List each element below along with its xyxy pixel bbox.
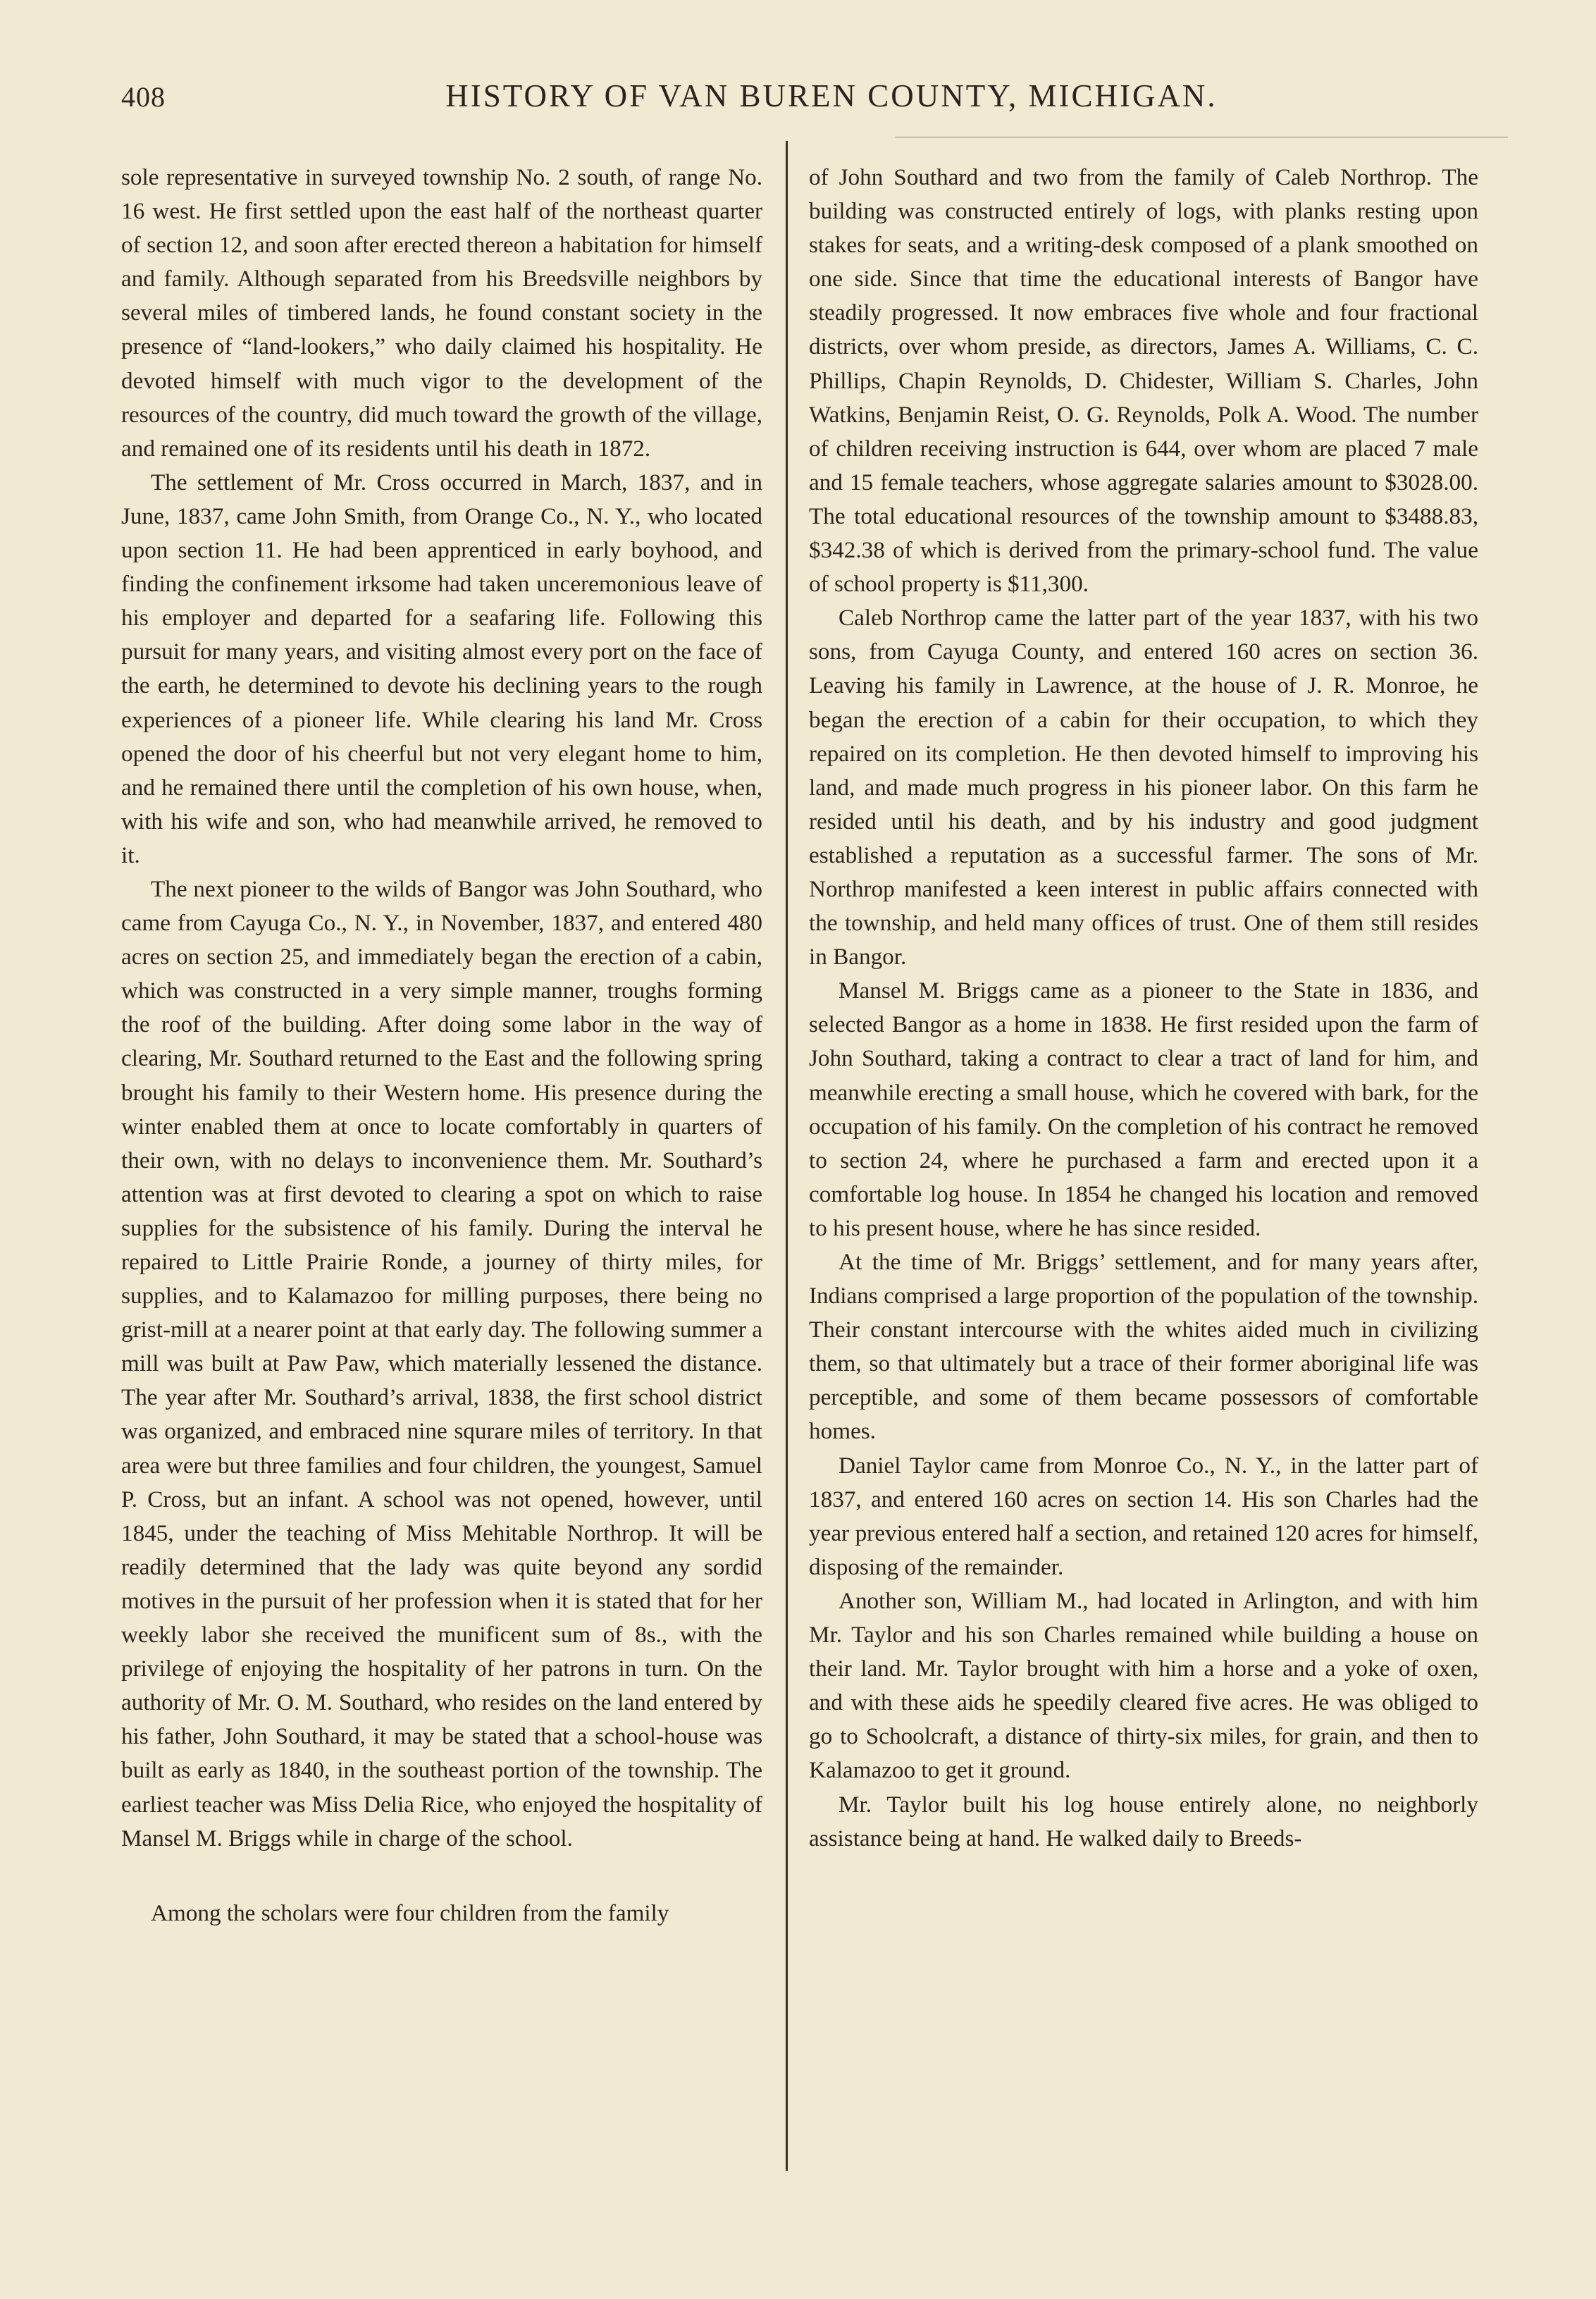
running-title: HISTORY OF VAN BUREN COUNTY, MICHIGAN. <box>445 78 1218 113</box>
paragraph: The settlement of Mr. Cross occurred in March, 1837, and in June, 1837, came John Smith, from Orange Co., N. Y., who located upon section 11. He had been apprenticed in early boyhood, and finding the confinement irksome had taken unceremonious leave of his employer and departed for a seafaring life. Following this pursuit for many years, and visiting almost every port on the face of the earth, he determined to devote his declining years to the rough experiences of a pioneer life. While clearing his land Mr. Cross opened the door of his cheerful but not very elegant home to him, and he remained there until the completion of his own house, when, with his wife and son, who had meanwhile arrived, he removed to it. <box>121 469 762 868</box>
paragraph: Caleb Northrop came the latter part of the year 1837, with his two sons, from Cayuga County, and entered 160 acres on section 36. Leaving his family in Lawrence, at the house of J. R. Monroe, he began the erection of a cabin for their occupation, to which they repaired on its completion. He then devoted himself to improving his land, and made much progress in his pioneer labor. On this farm he resided until his death, and by his industry and good judgment established a reputation as a successful farmer. The sons of Mr. Northrop manifested a keen interest in public affairs connected with the township, and held many offices of trust. One of them still resides in Bangor. <box>809 605 1478 970</box>
paragraph: Daniel Taylor came from Monroe Co., N. Y., in the latter part of 1837, and entered 160 acres on section 14. His son Charles had the year previous entered half a section, and retained 120 acres for himself, disposing of the remainder. <box>809 1452 1478 1580</box>
paragraph: Mansel M. Briggs came as a pioneer to the State in 1836, and selected Bangor as a home in 1838. He first resided upon the farm of John Southard, taking a contract to clear a tract of land for him, and meanwhile erecting a small house, which he covered with bark, for the occupation of his family. On the completion of his contract he removed to section 24, where he purchased a farm and erected upon it a comfortable log house. In 1854 he changed his location and removed to his present house, where he has since resided. <box>809 978 1478 1241</box>
right-column <box>809 161 1478 1856</box>
left-column <box>121 161 762 1930</box>
paragraph: Mr. Taylor built his log house entirely alone, no neighborly assistance being at hand. He walked daily to Breeds- <box>809 1791 1478 1851</box>
paragraph: sole representative in surveyed township No. 2 south, of range No. 16 west. He first settled upon the east half of the northeast quarter of section 12, and soon after erected thereon a habitation for himself and family. Although separated from his Breedsville neighbors by several miles of timbered lands, he found constant society in the presence of “land-lookers,” who daily claimed his hospitality. He devoted himself with much vigor to the development of the resources of the country, did much toward the growth of the village, and remained one of its residents until his death in 1872. <box>121 164 762 462</box>
paragraph: Another son, William M., had located in Arlington, and with him Mr. Taylor and his son Charles remained while building a house on their land. Mr. Taylor brought with him a horse and a yoke of oxen, and with these aids he speedily cleared five acres. He was obliged to go to Schoolcraft, a distance of thirty-six miles, for grain, and then to Kalamazoo to get it ground. <box>809 1587 1478 1784</box>
column-divider <box>786 141 788 2171</box>
page-number: 408 <box>121 81 166 113</box>
paragraph: of John Southard and two from the family of Caleb Northrop. The building was constructed entirely of logs, with planks resting upon stakes for seats, and a writing-desk composed of a plank smoothed on one side. Since that time the educational interests of Bangor have steadily progressed. It now embraces five whole and four fractional districts, over whom preside, as directors, James A. Williams, C. C. Phillips, Chapin Reynolds, D. Chidester, William S. Charles, John Watkins, Benjamin Reist, O. G. Reynolds, Polk A. Wood. The number of children receiving instruction is 644, over whom are placed 7 male and 15 female teachers, whose aggregate salaries amount to $3028.00. The total educational resources of the township amount to $3488.83, $342.38 of which is derived from the primary-school fund. The value of school property is $11,300. <box>809 164 1478 598</box>
paragraph: The next pioneer to the wilds of Bangor was John Southard, who came from Cayuga Co., N. Y., in November, 1837, and entered 480 acres on section 25, and immediately began the erection of a cabin, which was constructed in a very simple manner, troughs forming the roof of the building. After doing some labor in the way of clearing, Mr. Southard returned to the East and the following spring brought his family to their Western home. His presence during the winter enabled them at once to locate comfortably in quarters of their own, with no delays to inconvenience them. Mr. Southard’s attention was at first devoted to clearing a spot on which to raise supplies for the subsistence of his family. During the interval he repaired to Little Prairie Ronde, a journey of thirty miles, for supplies, and to Kalamazoo for milling purposes, there being no grist-mill at a nearer point at that early day. The following summer a mill was built at Paw Paw, which materially lessened the distance. The year after Mr. Southard’s arrival, 1838, the first school district was organized, and embraced nine squrare miles of territory. In that area were but three families and four children, the youngest, Samuel P. Cross, but an infant. A school was not opened, however, until 1845, under the teaching of Miss Mehitable Northrop. It will be readily determined that the lady was quite beyond any sordid motives in the pursuit of her profession when it is stated that for her weekly labor she received the munificent sum of 8s., with the privilege of enjoying the hospitality of her patrons in turn. On the authority of Mr. O. M. Southard, who resides on the land entered by his father, John Southard, it may be stated that a school-house was built as early as 1840, in the southeast portion of the township. The earliest teacher was Miss Delia Rice, who enjoyed the hospitality of Mansel M. Briggs while in charge of the school. <box>121 875 762 1851</box>
paragraph: At the time of Mr. Briggs’ settlement, and for many years after, Indians comprised a large proportion of the population of the township. Their constant intercourse with the whites aided much in civilizing them, so that ultimately but a trace of their former aboriginal life was perceptible, and some of them became possessors of comfortable homes. <box>809 1249 1478 1445</box>
paragraph: Among the scholars were four children from the family <box>151 1899 669 1926</box>
